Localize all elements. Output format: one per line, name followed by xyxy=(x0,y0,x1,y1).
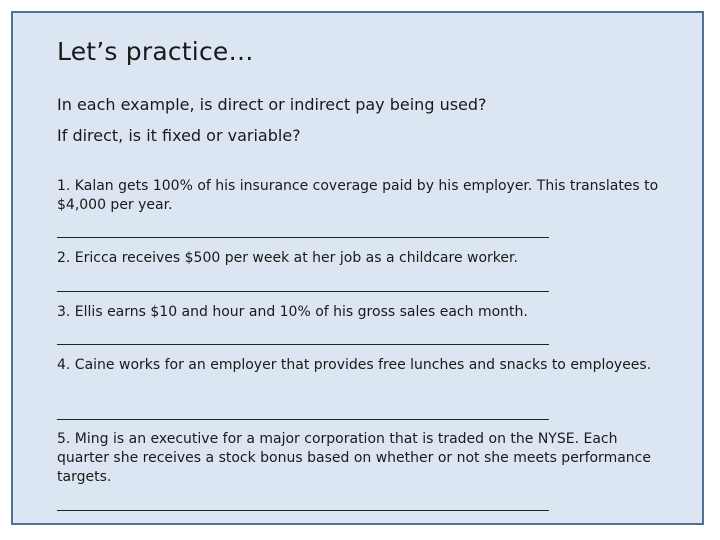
slide xyxy=(11,11,704,525)
instruction-line-2: If direct, is it fixed or variable? xyxy=(57,126,301,145)
instructions xyxy=(57,89,487,151)
answer-blank-3 xyxy=(57,344,549,345)
slide-title: Let’s practice… xyxy=(57,37,254,66)
question-5: 5. Ming is an executive for a major corporation that is traded on the NYSE. Each quarter she receives a stock bonus based on whether or not she meets performance targets. xyxy=(57,431,651,485)
question-1: 1. Kalan gets 100% of his insurance coverage paid by his employer. This translates to $4,000 per year. xyxy=(57,178,659,213)
answer-blank-1 xyxy=(57,237,549,238)
answer-blank-2 xyxy=(57,291,549,292)
question-4: 4. Caine works for an employer that provides free lunches and snacks to employees. xyxy=(57,357,652,373)
question-3: 3. Ellis earns $10 and hour and 10% of his gross sales each month. xyxy=(57,304,528,320)
instruction-line-1: In each example, is direct or indirect pay being used? xyxy=(57,95,487,114)
answer-blank-4 xyxy=(57,419,549,420)
question-2: 2. Ericca receives $500 per week at her job as a childcare worker. xyxy=(57,250,518,266)
answer-blank-5 xyxy=(57,510,549,511)
